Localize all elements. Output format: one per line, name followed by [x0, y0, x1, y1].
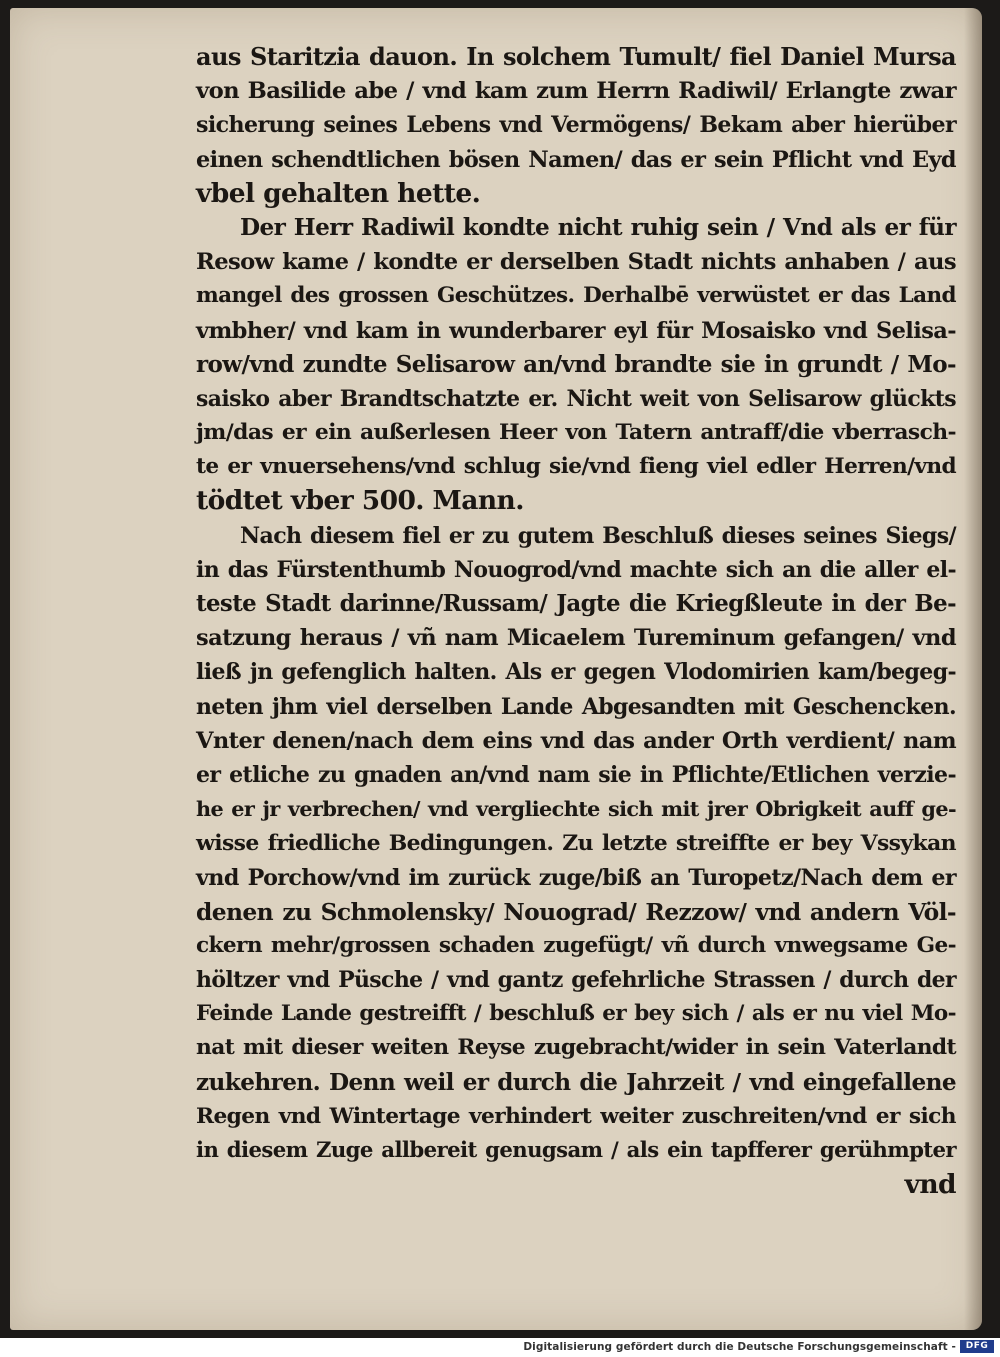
text-line: tödtet vber 500. Mann. [196, 485, 524, 517]
text-line: einen schendtlichen bösen Namen/ das er sein Pflicht vnd Eyd [196, 146, 956, 173]
text-line: satzung heraus / vñ nam Micaelem Tureminum gefangen/ vnd [196, 625, 956, 652]
text-line: he er jr verbrechen/ vnd vergliechte sich mit jrer Obrigkeit auff ge- [196, 796, 956, 822]
text-line: er etliche zu gnaden an/vnd nam sie in Pflichte/Etlichen verzie- [196, 761, 956, 788]
text-line: wisse friedliche Bedingungen. Zu letzte streiffte er bey Vssykan [196, 830, 956, 857]
text-line: nat mit dieser weiten Reyse zugebracht/wider in sein Vaterlandt [196, 1035, 956, 1061]
paragraph-start-line: Nach diesem fiel er zu gutem Beschluß dieses seines Siegs/ [240, 522, 956, 549]
text-line: teste Stadt darinne/Russam/ Jagte die Kriegßleute in der Be- [196, 591, 956, 617]
text-line: vbel gehalten hette. [196, 177, 481, 209]
text-line: vmbher/ vnd kam in wunderbarer eyl für Mosaisko vnd Selisa- [196, 317, 956, 344]
text-line: mangel des grossen Geschützes. Derhalbē verwüstet er das Land [196, 283, 956, 309]
text-line: Vnter denen/nach dem eins vnd das ander Orth verdient/ nam [196, 727, 956, 754]
text-line: höltzer vnd Püsche / vnd gantz gefehrliche Strassen / durch der [196, 967, 956, 994]
text-line: von Basilide abe / vnd kam zum Herrn Radiwil/ Erlangte zwar [196, 78, 956, 105]
text-line: denen zu Schmolensky/ Nouograd/ Rezzow/ vnd andern Völ- [196, 897, 956, 926]
text-line: te er vnuersehens/vnd schlug sie/vnd fieng viel edler Herren/vnd [196, 454, 956, 480]
dfg-logo[interactable]: DFG [960, 1340, 994, 1353]
text-line: in das Fürstenthumb Nouogrod/vnd machte sich an die aller el- [196, 556, 956, 583]
text-line: sicherung seines Lebens vnd Vermögens/ Bekam aber hierüber [196, 112, 956, 139]
text-line: neten jhm viel derselben Lande Abgesandten mit Geschencken. [196, 693, 956, 720]
catchword: vnd [904, 1169, 956, 1201]
text-line: ckern mehr/grossen schaden zugefügt/ vñ durch vnwegsame Ge- [196, 932, 956, 958]
text-line: row/vnd zundte Selisarow an/vnd brandte sie in grundt / Mo- [196, 350, 956, 378]
text-line: vnd Porchow/vnd im zurück zuge/biß an Turopetz/Nach dem er [196, 864, 956, 891]
paragraph-start-line: Der Herr Radiwil kondte nicht ruhig sein / Vnd als er für [240, 213, 956, 241]
page-text [196, 40, 956, 1202]
digitization-footer [0, 1338, 1000, 1357]
text-line: Feinde Lande gestreifft / beschluß er bey sich / als er nu viel Mo- [196, 1001, 956, 1027]
text-line: ließ jn gefenglich halten. Als er gegen Vlodomirien kam/begeg- [196, 659, 956, 686]
text-line: saisko aber Brandtschatzte er. Nicht weit von Selisarow glückts [196, 385, 956, 412]
text-line: Regen vnd Wintertage verhindert weiter zuschreiten/vnd er sich [196, 1103, 956, 1129]
text-line: jm/das er ein außerlesen Heer von Tatern antraff/die vberrasch- [196, 420, 956, 446]
text-line: aus Staritzia dauon. In solchem Tumult/ fiel Daniel Mursa [196, 42, 956, 71]
funding-credit: Digitalisierung gefördert durch die Deutsche Forschungsgemeinschaft - [523, 1341, 956, 1353]
text-line: Resow kame / kondte er derselben Stadt nichts anhaben / aus [196, 249, 956, 276]
page-edge-shadow [964, 8, 982, 1330]
text-line: zukehren. Denn weil er durch die Jahrzeit / vnd eingefallene [196, 1068, 956, 1096]
text-line: in diesem Zuge allbereit genugsam / als ein tapfferer gerühmpter [196, 1138, 956, 1163]
